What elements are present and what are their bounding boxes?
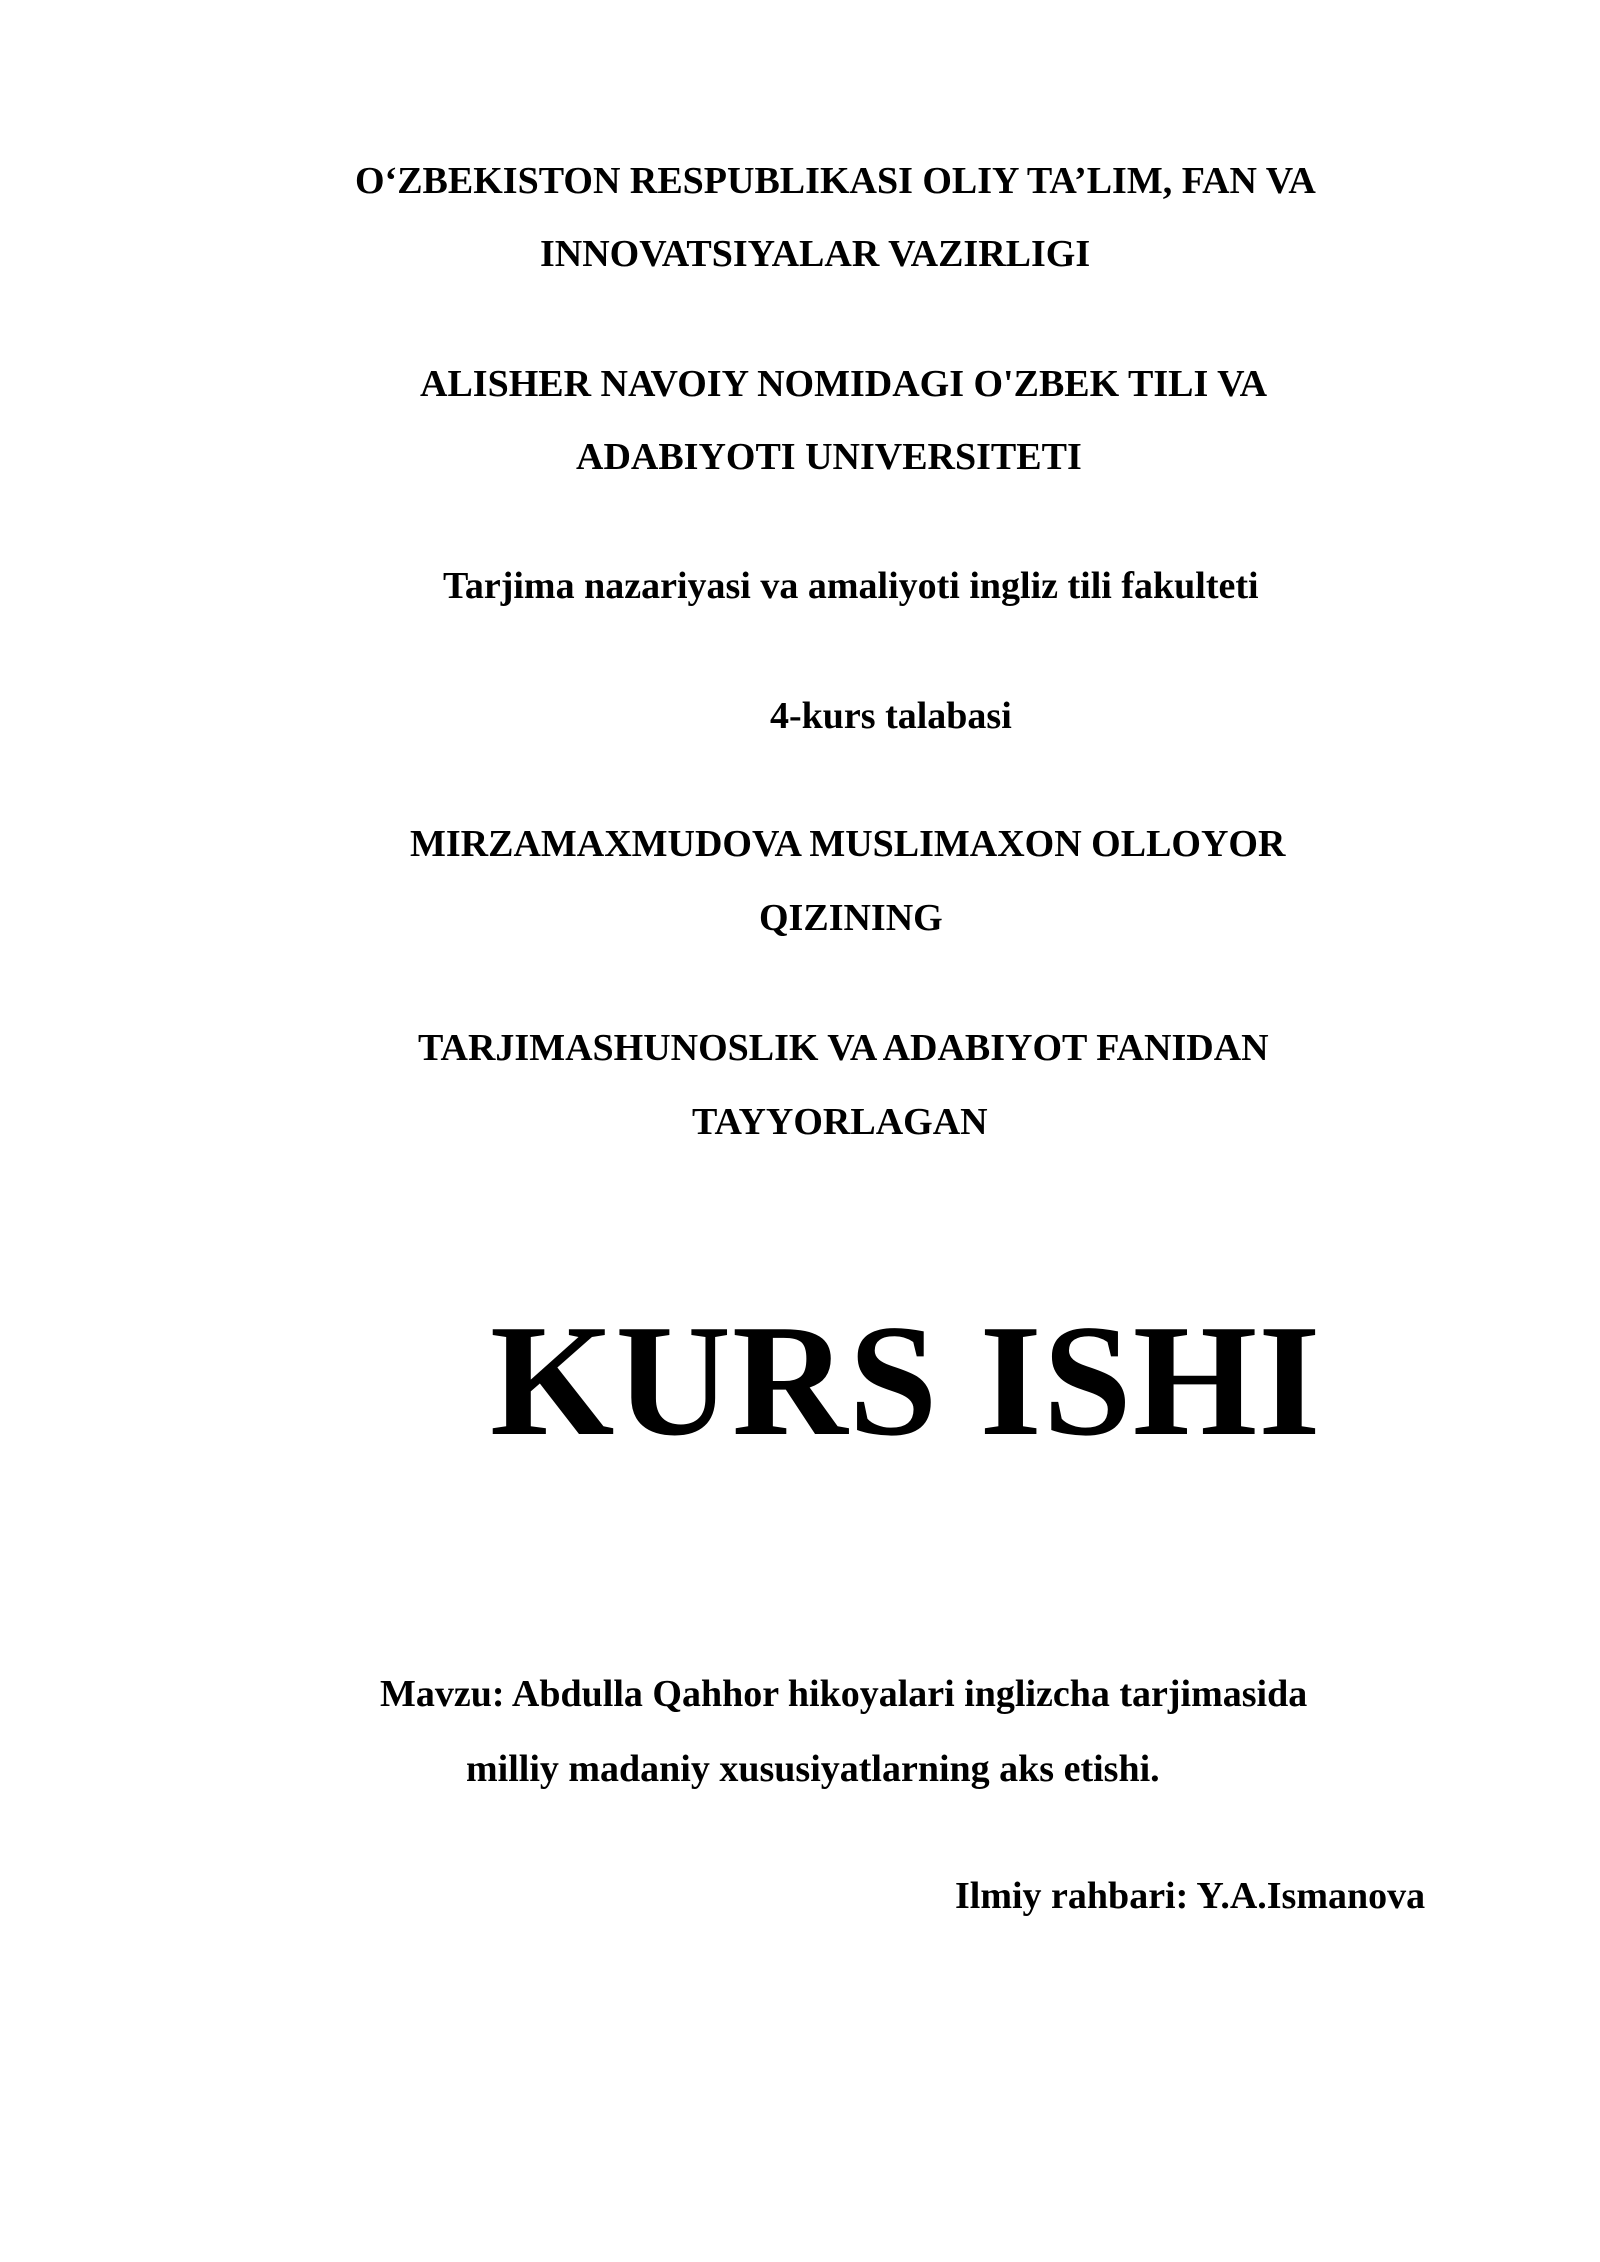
topic-line-2: milliy madaniy xususiyatlarning aks etishi. xyxy=(466,1748,1160,1790)
student-line-2: QIZINING xyxy=(759,897,943,939)
university-line-1: ALISHER NAVOIY NOMIDAGI O'ZBEK TILI VA xyxy=(420,363,1268,405)
faculty-line: Tarjima nazariyasi va amaliyoti ingliz tili fakulteti xyxy=(443,565,1259,607)
course-line: 4-kurs talabasi xyxy=(770,695,1012,737)
document-title: KURS ISHI xyxy=(490,1291,1322,1469)
ministry-line-1: O‘ZBEKISTON RESPUBLIKASI OLIY TA’LIM, FAN VA xyxy=(355,160,1316,202)
student-line-1: MIRZAMAXMUDOVA MUSLIMAXON OLLOYOR xyxy=(410,823,1286,865)
supervisor-line: Ilmiy rahbari: Y.A.Ismanova xyxy=(955,1875,1426,1917)
topic-line-1: Mavzu: Abdulla Qahhor hikoyalari inglizcha tarjimasida xyxy=(380,1673,1308,1715)
university-line-2: ADABIYOTI UNIVERSITETI xyxy=(576,436,1082,478)
subject-line-1: TARJIMASHUNOSLIK VA ADABIYOT FANIDAN xyxy=(418,1027,1269,1069)
ministry-line-2: INNOVATSIYALAR VAZIRLIGI xyxy=(540,233,1091,275)
subject-line-2: TAYYORLAGAN xyxy=(692,1101,988,1143)
